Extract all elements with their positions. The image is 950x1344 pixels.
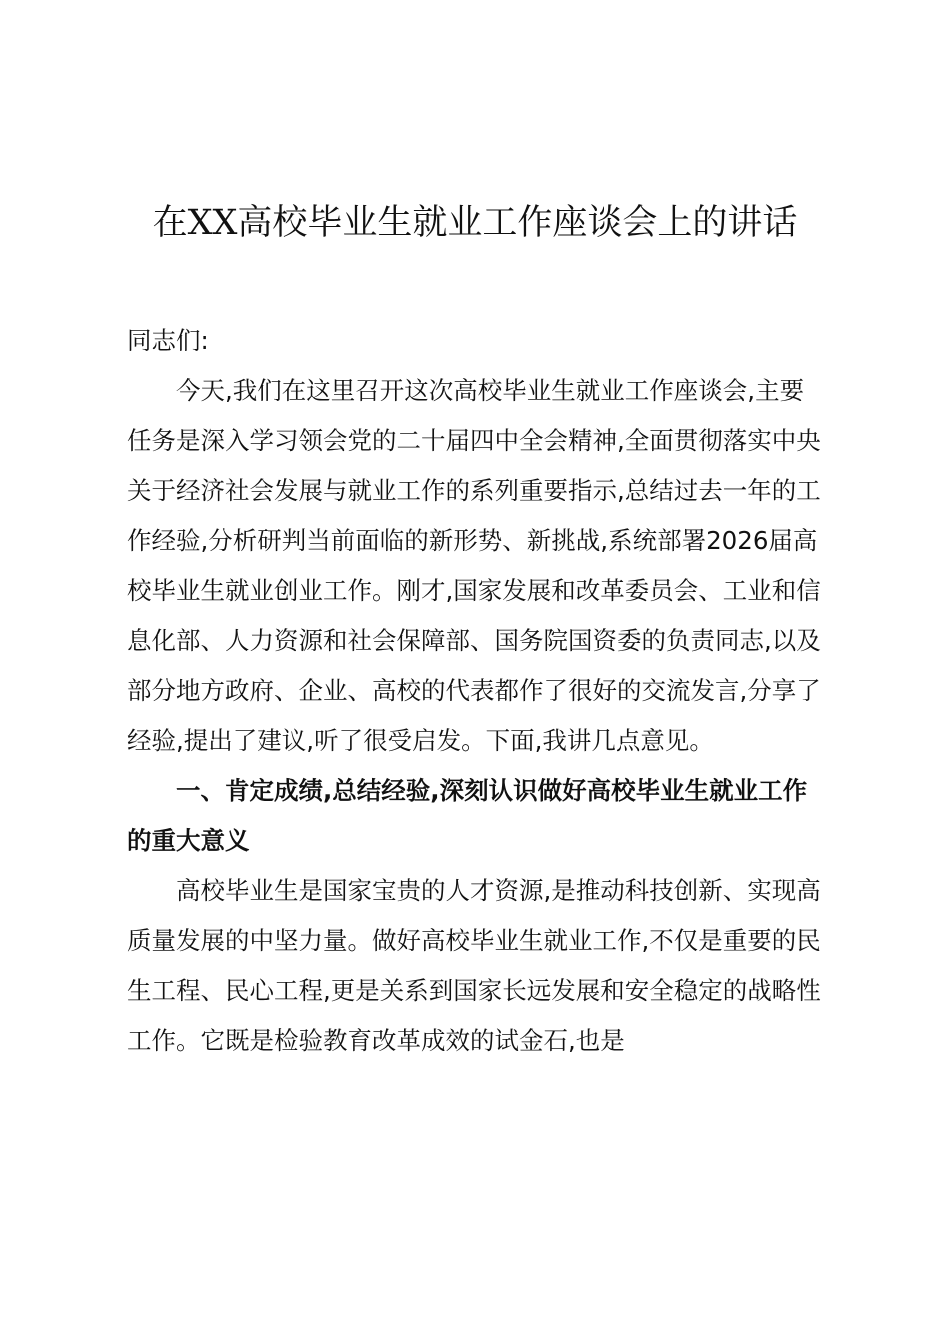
paragraph-intro: 今天,我们在这里召开这次高校毕业生就业工作座谈会,主要任务是深入学习领会党的二十届四中全会精神,全面贯彻落实中央关于经济社会发展与就业工作的系列重要指示,总结过去一年的工作经验,分析研判当前面临的新形势、新挑战,系统部署2026届高校毕业生就业创业工作。刚才,国家发展和改革委员会、工业和信息化部、人力资源和社会保障部、国务院国资委的负责同志,以及部分地方政府、企业、高校的代表都作了很好的交流发言,分享了经验,提出了建议,听了很受启发。下面,我讲几点意见。	[127, 376, 821, 755]
document-title: 在XX高校毕业生就业工作座谈会上的讲话	[152, 203, 798, 243]
section-heading-1: 一、肯定成绩,总结经验,深刻认识做好高校毕业生就业工作的重大意义	[127, 776, 808, 855]
document-body	[127, 316, 825, 1066]
paragraph-section-1: 高校毕业生是国家宝贵的人才资源,是推动科技创新、实现高质量发展的中坚力量。做好高校毕业生就业工作,不仅是重要的民生工程、民心工程,更是关系到国家长远发展和安全稳定的战略性工作。它既是检验教育改革成效的试金石,也是	[127, 876, 821, 1055]
salutation: 同志们:	[127, 326, 209, 355]
